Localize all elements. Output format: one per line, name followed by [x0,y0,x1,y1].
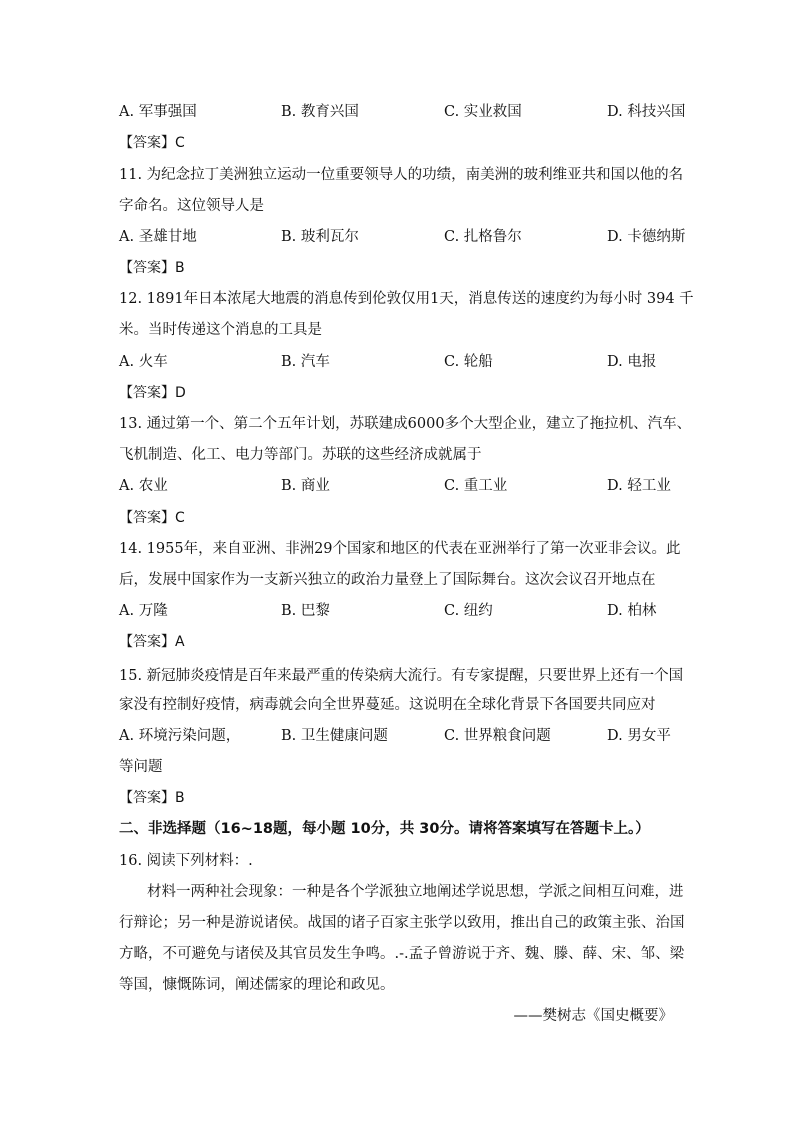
q13-option-b: B. 商业 [281,478,330,494]
q16-intro: 16. 阅读下列材料：. [119,853,253,869]
q15-option-c: C. 世界粮食问题 [444,728,551,744]
q11-option-d: D. 卡德纳斯 [607,229,686,245]
q12-stem-line1: 12. 1891年日本浓尾大地震的消息传到伦敦仅用1天，消息传送的速度约为每小时 394 千 [119,291,694,307]
q15-answer: 【答案】B [119,790,185,806]
q14-answer: 【答案】A [119,634,185,650]
q12-stem-line2: 米。当时传递这个消息的工具是 [119,322,322,338]
q15-option-d: D. 男女平 [607,728,671,744]
q16-material-line1: 材料一两种社会现象：一种是各个学派独立地阐述学说思想，学派之间相互问难，进 [147,884,684,900]
q14-stem-line1: 14. 1955年，来自亚洲、非洲29个国家和地区的代表在亚洲举行了第一次亚非会议。此 [119,541,681,557]
q13-stem-line1: 13. 通过第一个、第二个五年计划，苏联建成6000多个大型企业，建立了拖拉机、汽车、 [119,416,692,432]
q11-answer: 【答案】B [119,260,185,276]
q13-option-d: D. 轻工业 [607,478,671,494]
q14-option-a: A. 万隆 [119,603,168,619]
q12-option-b: B. 汽车 [281,354,330,370]
q13-stem-line2: 飞机制造、化工、电力等部门。苏联的这些经济成就属于 [119,447,482,463]
q12-option-d: D. 电报 [607,354,657,370]
q16-material-line2: 行辩论；另一种是游说诸侯。战国的诸子百家主张学以致用，推出自己的政策主张、治国 [119,915,685,931]
q12-option-a: A. 火车 [119,354,168,370]
q10-answer: 【答案】C [119,135,185,151]
q16-source-citation: ——樊树志《国史概要》 [513,1008,673,1024]
q15-stem-line1: 15. 新冠肺炎疫情是百年来最严重的传染病大流行。有专家提醒，只要世界上还有一个国 [119,668,684,684]
q14-option-c: C. 纽约 [444,603,493,619]
q12-answer: 【答案】D [119,385,186,401]
q15-option-b: B. 卫生健康问题 [281,728,388,744]
q14-option-b: B. 巴黎 [281,603,330,619]
q12-option-c: C. 轮船 [444,354,493,370]
q10-option-a: A. 军事强国 [119,104,197,120]
q14-stem-line2: 后，发展中国家作为一支新兴独立的政治力量登上了国际舞台。这次会议召开地点在 [119,572,656,588]
q11-option-b: B. 玻利瓦尔 [281,229,359,245]
q13-option-a: A. 农业 [119,478,168,494]
q15-option-a: A. 环境污染问题， [119,728,241,744]
q11-option-c: C. 扎格鲁尔 [444,229,522,245]
section2-heading: 二、非选择题（16~18题，每小题 10分，共 30分。请将答案填写在答题卡上。） [119,821,650,837]
q11-option-a: A. 圣雄甘地 [119,229,197,245]
q14-option-d: D. 柏林 [607,603,657,619]
q10-option-b: B. 教育兴国 [281,104,359,120]
q15-stem-line2: 家没有控制好疫情，病毒就会向全世界蔓延。这说明在全球化背景下各国要共同应对 [119,697,656,713]
q11-stem-line1: 11. 为纪念拉丁美洲独立运动一位重要领导人的功绩，南美洲的玻利维亚共和国以他的名 [119,167,684,183]
q10-option-c: C. 实业救国 [444,104,522,120]
q16-material-line3: 方略，不可避免与诸侯及其官员发生争鸣。.-.孟子曾游说于齐、魏、滕、薛、宋、邹、梁 [119,946,685,962]
q11-stem-line2: 字命名。这位领导人是 [119,198,264,214]
q10-option-d: D. 科技兴国 [607,104,686,120]
q13-answer: 【答案】C [119,510,185,526]
q13-option-c: C. 重工业 [444,478,508,494]
q15-option-d-continued: 等问题 [119,759,163,775]
q16-material-line4: 等国，慷慨陈词，阐述儒家的理论和政见。 [119,977,395,993]
